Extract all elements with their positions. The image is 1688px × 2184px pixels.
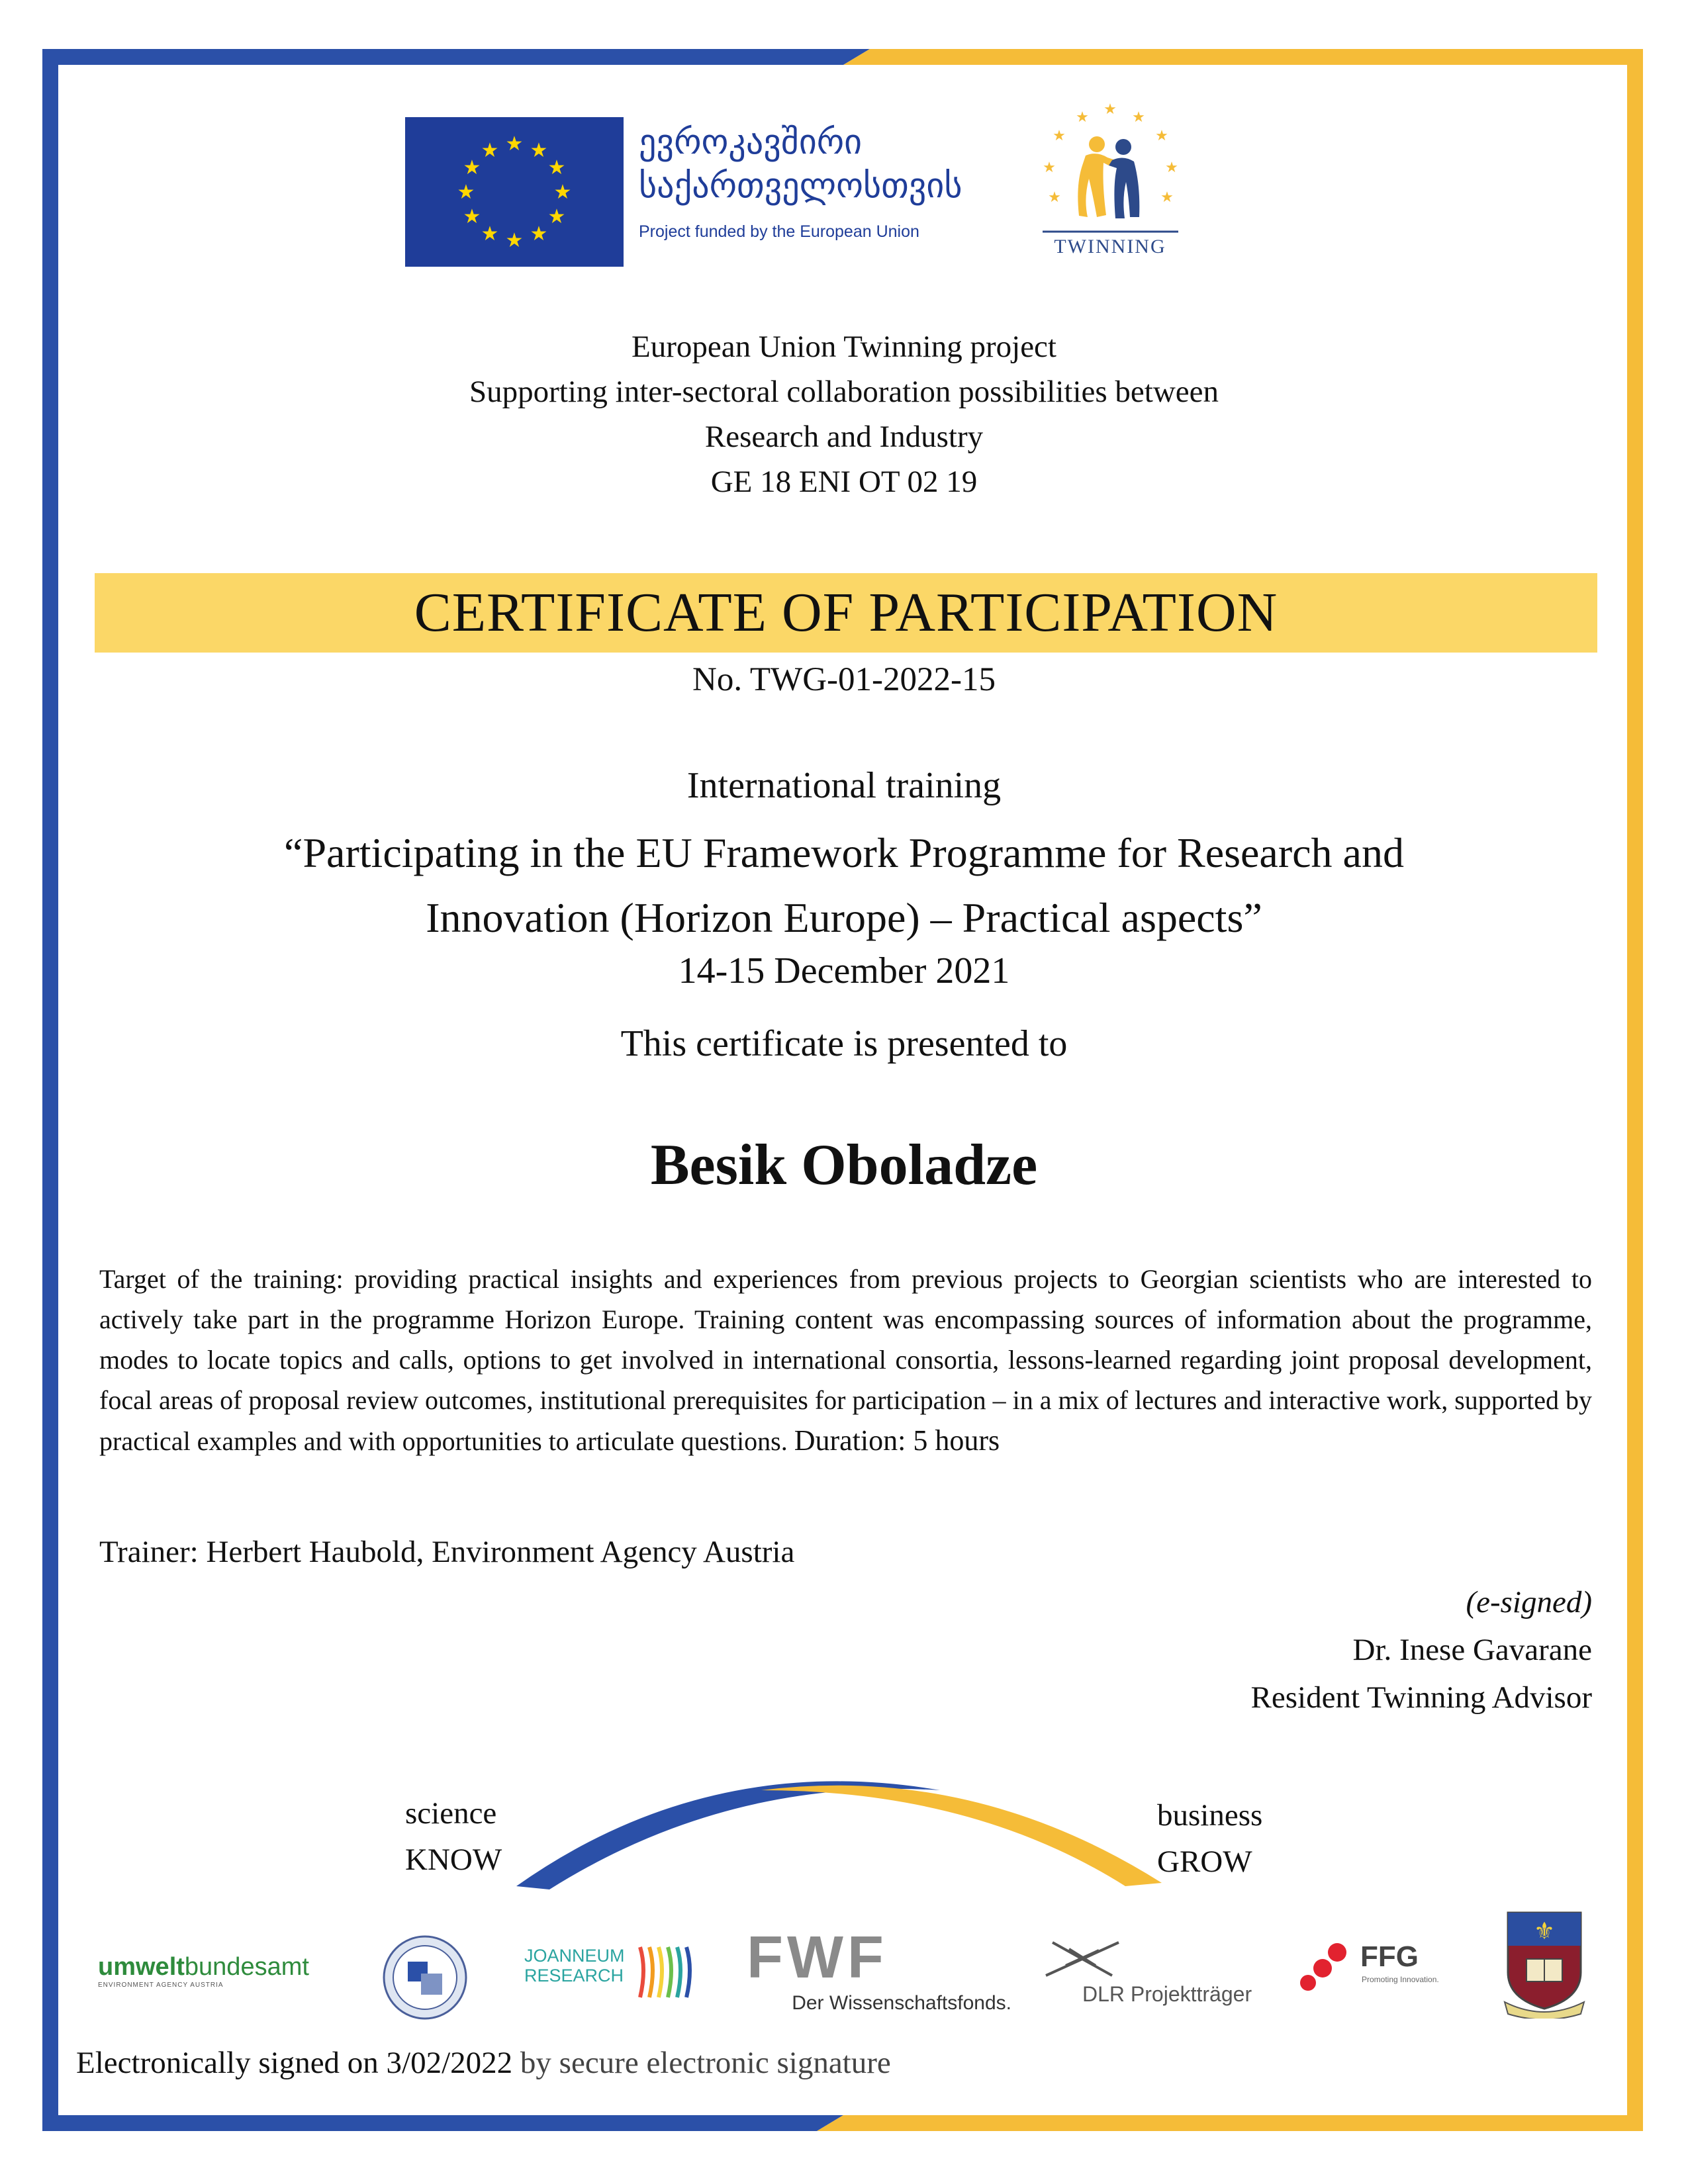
training-label: International training <box>686 765 1002 806</box>
svg-text:★: ★ <box>1160 189 1174 206</box>
svg-text:★: ★ <box>481 222 499 246</box>
bridge-right-labels <box>1157 1792 1262 1885</box>
project-line1: European Union Twinning project <box>632 330 1056 364</box>
svg-text:★: ★ <box>505 132 524 156</box>
trainer-text: Trainer: Herbert Haubold, Environment Agency Austria <box>99 1535 795 1569</box>
university-crest-logo <box>1501 1909 1587 2019</box>
recipient-name: Besik Oboladze <box>650 1133 1038 1197</box>
presented-to-text: This certificate is presented to <box>620 1023 1068 1064</box>
svg-text:★: ★ <box>1103 101 1117 118</box>
university-seal-logo <box>383 1935 467 2020</box>
secure-signature-text: by secure electronic signature <box>520 2046 891 2080</box>
twinning-label: TWINNING <box>1054 236 1166 257</box>
training-dates: 14-15 December 2021 <box>678 950 1010 991</box>
project-line3: Research and Industry <box>704 420 984 454</box>
signature-block <box>1059 1578 1592 1721</box>
target-text: Target of the training: providing practical insights and experiences from previous projects to Georgian scientists who are interested to actively take part in the programme Horizon Europe. Training content was encompassing sources of information about the programme, modes to locate topics and calls, options to get involved in international consortia, lessons-learned regarding joint proposal development, focal areas of proposal review outcomes, institutional prerequisites for participation – in a mix of lectures and interactive work, supported by practical examples and with opportunities to articulate questions. <box>99 1264 1592 1456</box>
svg-text:★: ★ <box>1076 109 1089 126</box>
training-title-line1: “Participating in the EU Framework Programme for Research and <box>284 829 1404 876</box>
ffg-subtitle: Promoting Innovation. <box>1362 1975 1439 1984</box>
science-label: science <box>405 1796 497 1831</box>
eu-funded-text: Project funded by the European Union <box>639 222 919 241</box>
svg-text:★: ★ <box>1053 128 1066 144</box>
duration-text: Duration: 5 hours <box>794 1424 1000 1457</box>
svg-text:★: ★ <box>1132 109 1145 126</box>
ffg-text: FFG <box>1360 1940 1419 1973</box>
svg-text:★: ★ <box>553 181 572 204</box>
know-label: KNOW <box>405 1843 502 1877</box>
title-banner <box>95 573 1597 653</box>
svg-text:★: ★ <box>1048 189 1061 206</box>
eu-for-georgia-text <box>639 120 1009 242</box>
research-text: RESEARCH <box>524 1966 624 1985</box>
twinning-logo <box>1023 99 1198 265</box>
esigned-label: (e-signed) <box>1466 1585 1592 1619</box>
bundesamt-text: bundesamt <box>184 1953 309 1981</box>
eu-title-line1: ევროკავშირი <box>639 122 863 162</box>
joanneum-text: JOANNEUM <box>524 1946 625 1966</box>
svg-text:★: ★ <box>505 229 524 252</box>
svg-text:★: ★ <box>1165 159 1178 176</box>
training-title <box>165 821 1523 950</box>
svg-text:★: ★ <box>547 205 566 228</box>
umwelt-subtitle: ENVIRONMENT AGENCY AUSTRIA <box>98 1981 224 1989</box>
training-target-paragraph <box>99 1259 1592 1461</box>
certificate-number: No. TWG-01-2022-15 <box>692 661 996 698</box>
svg-text:★: ★ <box>530 139 548 162</box>
eu-title-line2: საქართველოსთვის <box>639 166 962 206</box>
svg-text:★: ★ <box>1155 128 1168 144</box>
ffg-logo <box>1297 1940 1456 2000</box>
electronic-signature-note <box>76 2045 891 2081</box>
training-title-line2: Innovation (Horizon Europe) – Practical aspects” <box>426 894 1262 941</box>
project-code: GE 18 ENI OT 02 19 <box>710 465 978 499</box>
joanneum-research-logo <box>524 1946 703 1999</box>
grow-label: GROW <box>1157 1844 1252 1879</box>
svg-text:★: ★ <box>463 156 481 179</box>
svg-text:★: ★ <box>457 181 475 204</box>
svg-text:★: ★ <box>463 205 481 228</box>
umweltbundesamt-logo <box>98 1952 336 1992</box>
svg-text:★: ★ <box>547 156 566 179</box>
svg-text:⚜: ⚜ <box>1533 1918 1556 1945</box>
bridge-left-labels <box>405 1790 502 1883</box>
signed-on-text: Electronically signed on 3/02/2022 <box>76 2046 513 2080</box>
project-description <box>265 324 1423 504</box>
fwf-logo <box>740 1925 1018 2014</box>
signatory-name: Dr. Inese Gavarane <box>1352 1633 1592 1667</box>
fwf-subtitle: Der Wissenschaftsfonds. <box>792 1992 1011 2014</box>
business-label: business <box>1157 1798 1263 1833</box>
svg-text:★: ★ <box>530 222 548 246</box>
svg-text:★: ★ <box>481 139 499 162</box>
project-line2: Supporting inter-sectoral collaboration possibilities between <box>469 375 1219 409</box>
eu-flag-logo <box>405 117 624 267</box>
fwf-text: FWF <box>747 1925 888 1991</box>
certificate-title: CERTIFICATE OF PARTICIPATION <box>414 582 1278 643</box>
dlr-logo <box>1036 1936 1274 2012</box>
signatory-role: Resident Twinning Advisor <box>1250 1680 1592 1715</box>
umwelt-text: umwelt <box>98 1953 185 1981</box>
dlr-text: DLR Projektträger <box>1082 1982 1252 2006</box>
svg-text:★: ★ <box>1043 159 1056 176</box>
bridge-graphic <box>510 1764 1172 1889</box>
